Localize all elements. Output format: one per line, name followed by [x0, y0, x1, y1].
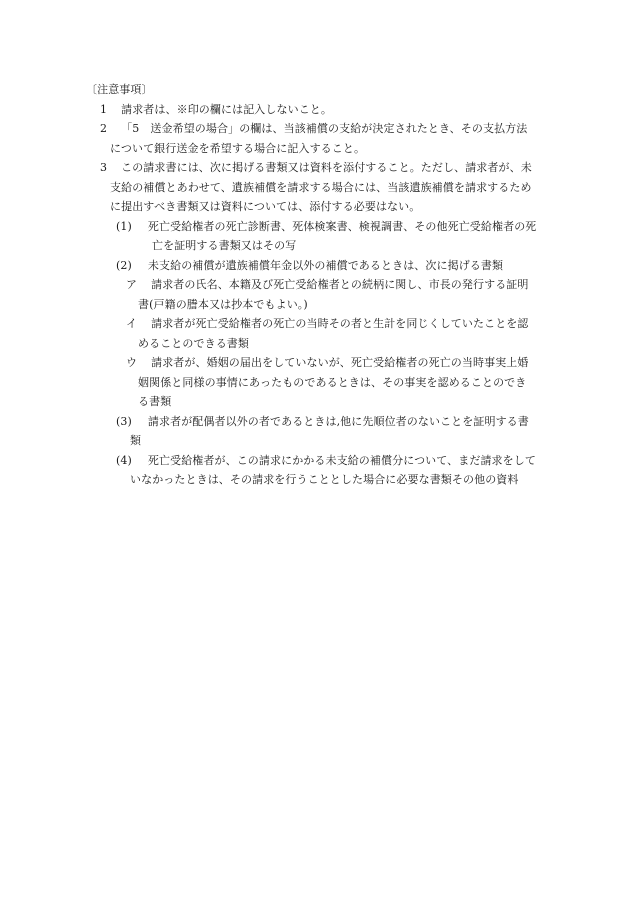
notes-heading: 〔注意事項〕: [86, 83, 153, 96]
kana-item-text: 請求者が死亡受給権者の死亡の当時その者と生計を同じくしていたことを認: [151, 317, 529, 330]
sub-item-text: 請求者が配偶者以外の者であるときは,他に先順位者のないことを証明する書: [147, 414, 529, 428]
note-text: について銀行送金を希望する場合に記入すること。: [110, 141, 366, 155]
note-text: 請求者は、※印の欄には記入しないこと。: [121, 102, 333, 116]
sub-item-text: 亡を証明する書類又はその写: [152, 239, 297, 252]
kana-item-u: [86, 353, 556, 412]
kana-item-i: [86, 314, 556, 353]
kana-item-number: ア: [126, 278, 138, 291]
sub-item-3: [86, 412, 556, 451]
kana-item-text: る書類: [138, 395, 172, 408]
sub-item-text: 死亡受給権者が、この請求にかかる未支給の補償分について、まだ請求をして: [147, 453, 536, 467]
sub-item-number: (2): [116, 258, 132, 272]
kana-item-a: [86, 275, 556, 314]
note-item-3: [86, 158, 556, 217]
kana-item-text: 請求者の氏名、本籍及び死亡受給権者との続柄に関し、市長の発行する証明: [151, 278, 529, 291]
note-number: 2: [100, 122, 108, 135]
sub-item-1: [86, 217, 556, 256]
sub-item-number: (3): [116, 414, 132, 428]
note-number: 1: [100, 102, 108, 116]
sub-item-number: (4): [116, 453, 132, 467]
sub-item-text: 未支給の補償が遺族補償年金以外の補償であるときは、次に掲げる書類: [147, 258, 504, 272]
kana-item-number: イ: [126, 317, 138, 330]
note-text: 支給の補償とあわせて、遺族補償を請求する場合には、当該遺族補償を請求するため: [110, 180, 532, 194]
note-text: この請求書には、次に掲げる書類又は資料を添付すること。ただし、請求者が、未: [121, 161, 532, 174]
sub-item-text: 類: [130, 434, 142, 447]
kana-item-text: 姻関係と同様の事情にあったものであるときは、その事実を認めることのでき: [138, 375, 527, 389]
note-item-1: [86, 100, 556, 120]
kana-item-text: 書(戸籍の謄本又は抄本でもよい。): [138, 297, 308, 311]
note-text: 「5 送金希望の場合」の欄は、当該補償の支給が決定されたとき、その支払方法: [121, 122, 528, 135]
note-number: 3: [100, 161, 108, 174]
note-item-2: [86, 119, 556, 158]
sub-item-4: [86, 451, 556, 490]
kana-item-text: 請求者が、婚姻の届出をしていないが、死亡受給権者の死亡の当時事実上婚: [151, 356, 529, 369]
notes-section: [86, 80, 556, 490]
note-text: に提出すべき書類又は資料については、添付する必要はない。: [110, 200, 421, 213]
sub-item-number: (1): [116, 219, 132, 233]
kana-item-number: ウ: [126, 356, 138, 369]
sub-item-text: いなかったときは、その請求を行うこととした場合に必要な書類その他の資料: [130, 473, 519, 486]
sub-item-2: [86, 256, 556, 276]
sub-item-text: 死亡受給権者の死亡診断書、死体検案書、検視調書、その他死亡受給権者の死: [147, 219, 537, 233]
kana-item-text: めることのできる書類: [138, 336, 249, 350]
